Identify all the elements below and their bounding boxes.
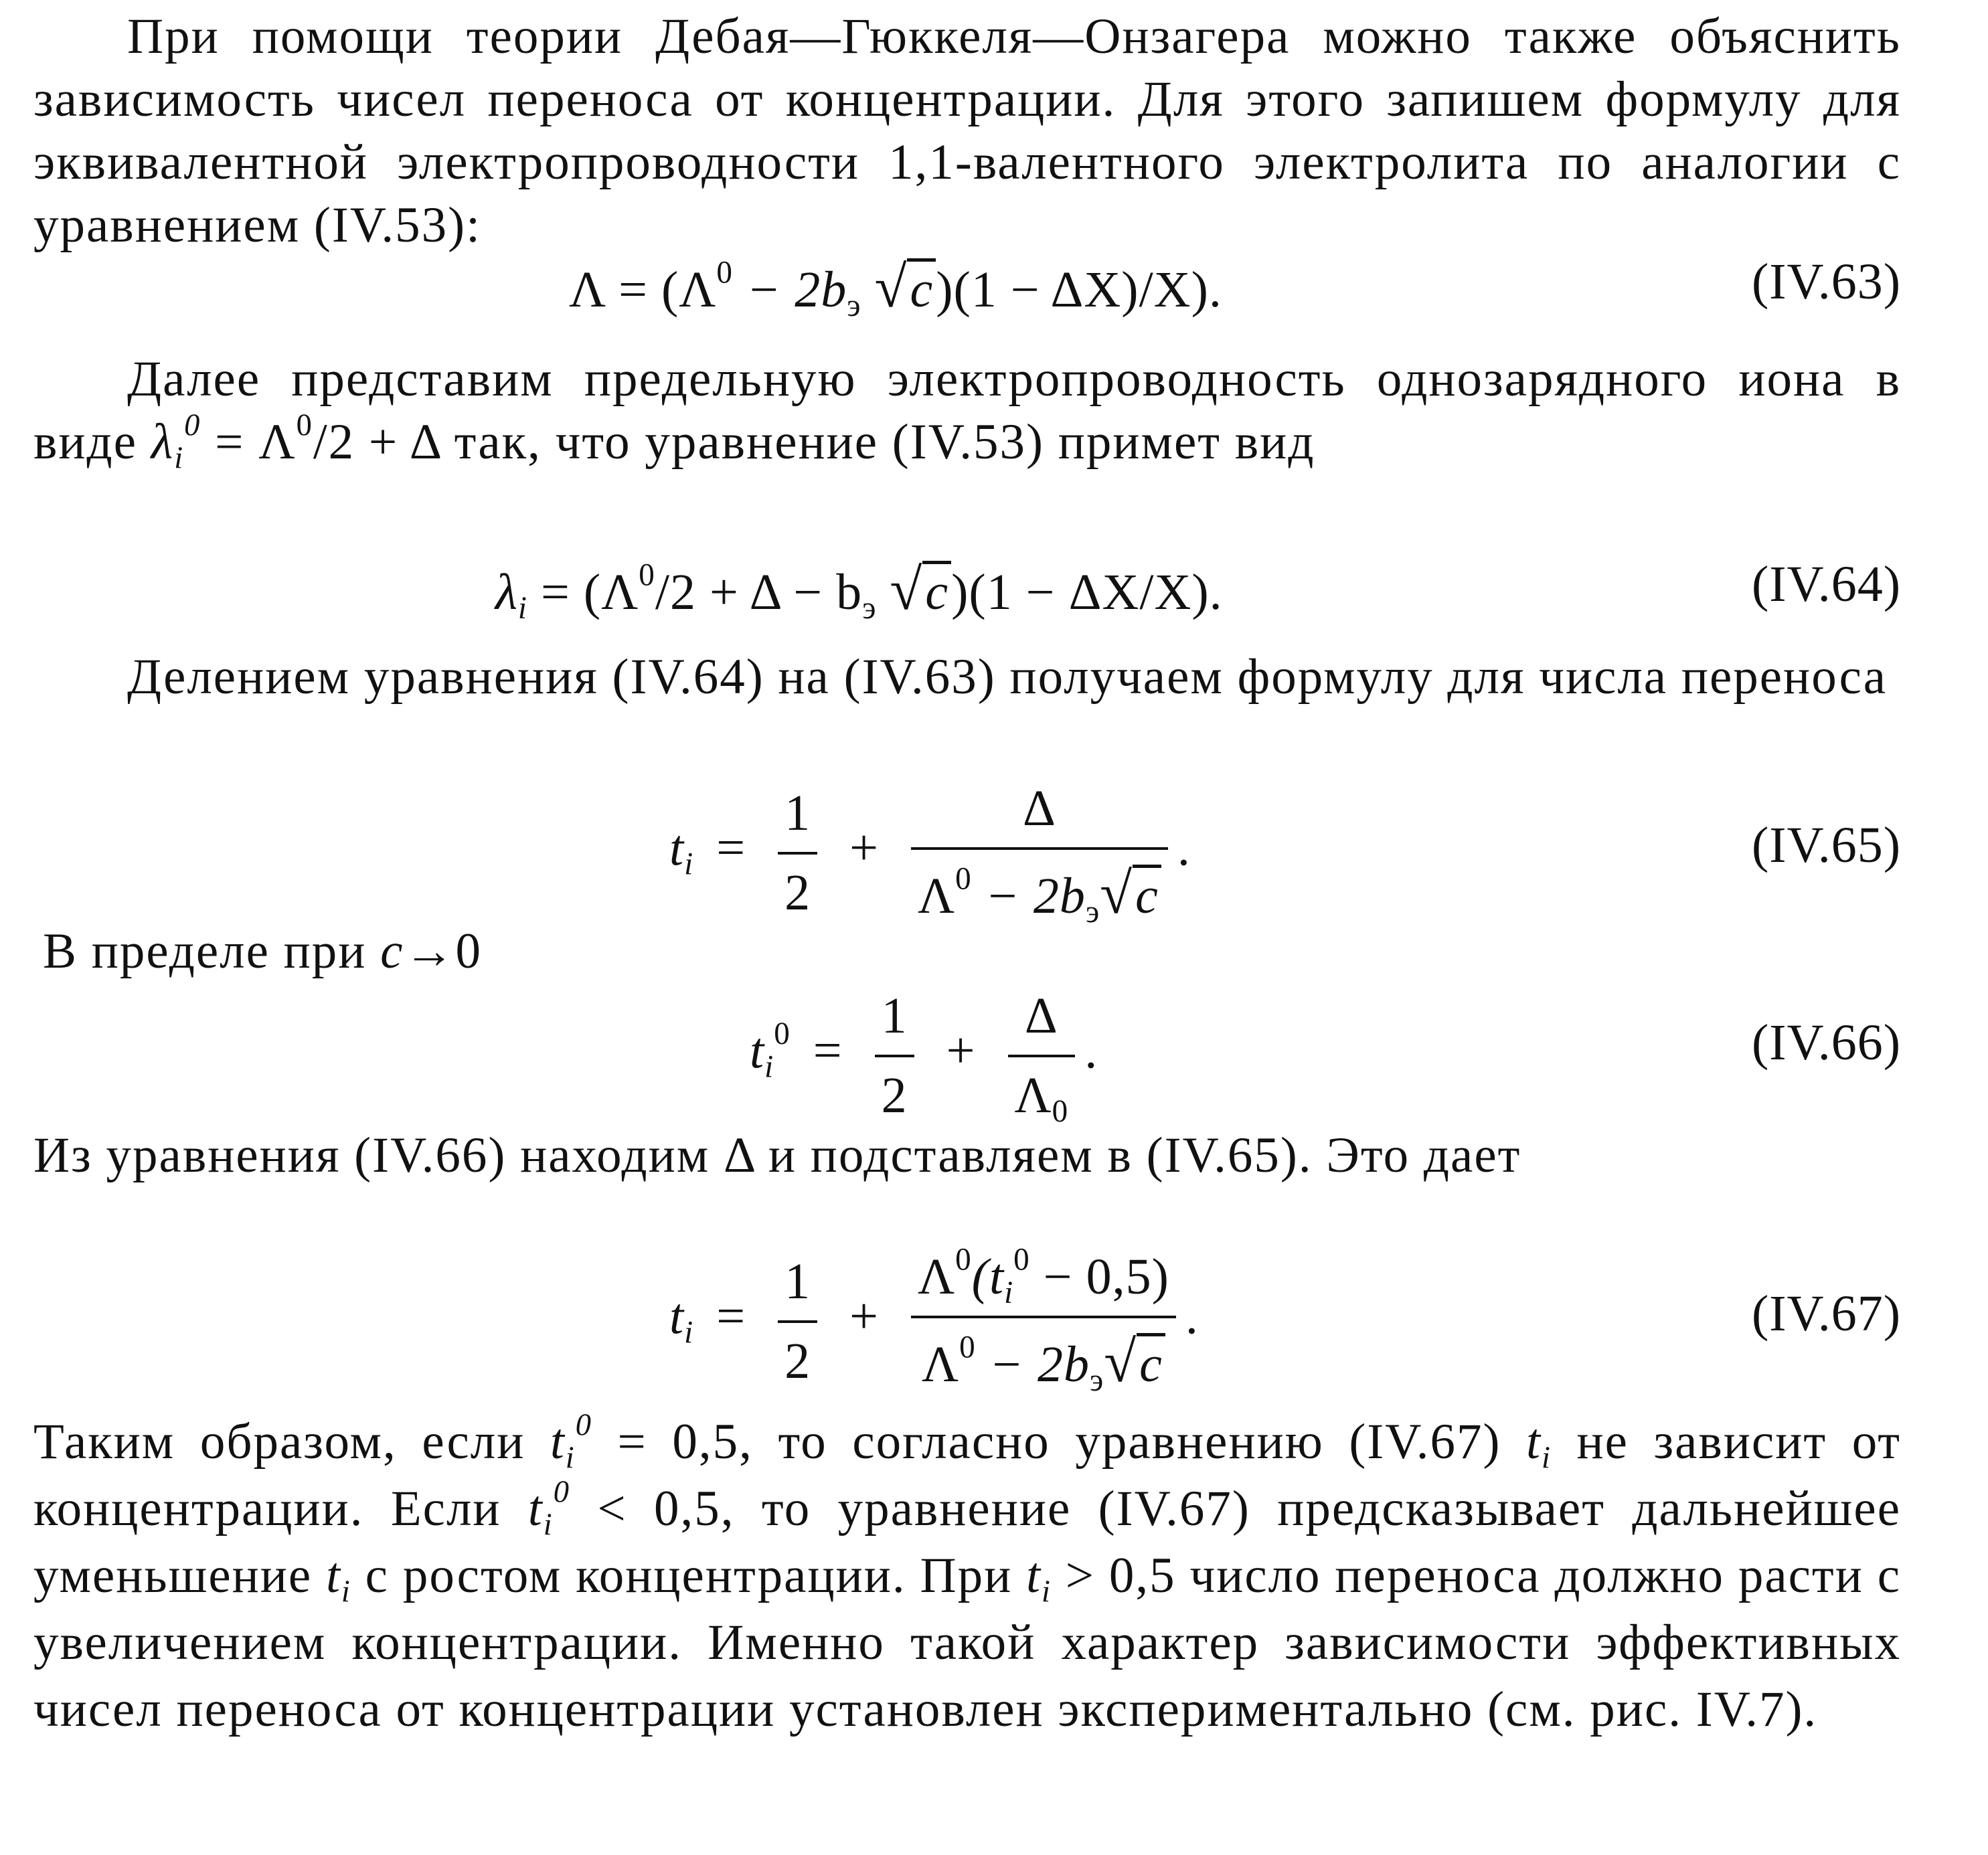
paragraph-division: Делением уравнения (IV.64) на (IV.63) получаем формулу для числа переноса xyxy=(127,649,1888,705)
paragraph-intro: При помощи теории Дебая—Гюккеля—Онзагера можно также объяснить зависимость чисел переноса от концентрации. Для этого запишем формулу для эквивалентной электропроводности 1,1-валентного электролита по аналогии с уравнением (IV.53): xyxy=(33,9,1901,253)
fraction-one-half: $\frac{1}{2}$ xyxy=(778,1253,817,1391)
paragraph-conclusion: Таким образом, если $t_i^0 = 0,5$, то согласно уравнению (IV.67) $t_i$ не зависит от концентрации. Если $t_i^0 < 0,5$, то уравнение (IV.67) предсказывает дальнейшее уменьшение $t_i$ с ростом концентрации. При $t_i > 0,5$ число переноса должно расти с увеличением концентрации. Именно такой характер зависимости эффективных чисел переноса от концентрации установлен экспериментально (см. рис. IV.7). xyxy=(33,1408,1902,1737)
equation-iv66 xyxy=(33,987,1901,1130)
paragraph-limit: В пределе при c→0 xyxy=(43,923,482,979)
paragraph-ion-conductivity: Далее представим предельную электропроводность однозарядного иона в виде $\lambda_i^0 = \Lambda^0/2 + \Delta$ так, что уравнение (IV.53) примет вид xyxy=(33,351,1901,475)
equation-iv65-body: $t_i$ = $\frac{1}{2}$ + $\frac{\Delta}{\Lambda^0 - 2b_э√c}$ . xyxy=(669,780,1191,930)
sqrt-c: √c xyxy=(875,253,936,321)
equation-number-iv64: (IV.64) xyxy=(1751,556,1901,612)
equation-iv64-body: $\lambda_i = (\Lambda^0/2 + \Delta - b_э$ √c)(1 − ΔX/X). xyxy=(495,557,1223,626)
equation-iv66-body: $t_i^0$ = $\frac{1}{2}$ + $\frac{\Delta}{\Lambda_0}$ . xyxy=(750,988,1098,1130)
sqrt-c: √c xyxy=(1104,1328,1165,1395)
equation-number-iv63: (IV.63) xyxy=(1751,254,1901,310)
equation-iv64 xyxy=(33,555,1901,626)
equation-iv67 xyxy=(33,1242,1901,1399)
equation-iv63 xyxy=(33,253,1901,324)
equation-iv63-body: $\Lambda = (\Lambda^0 - 2b_э$ √c)(1 − ΔX)/X). xyxy=(569,254,1222,324)
fraction-one-half: $\frac{1}{2}$ xyxy=(778,784,817,922)
sqrt-c: √c xyxy=(890,555,951,623)
equation-number-iv67: (IV.67) xyxy=(1751,1286,1901,1342)
equation-number-iv66: (IV.66) xyxy=(1751,1014,1901,1071)
sqrt-c: √c xyxy=(1100,859,1161,927)
equation-iv65 xyxy=(33,780,1901,930)
equation-number-iv65: (IV.65) xyxy=(1751,817,1901,873)
fraction-one-half: $\frac{1}{2}$ xyxy=(875,987,914,1125)
fraction-delta-lambda: $\frac{\Delta}{\Lambda_0}$ xyxy=(1008,987,1076,1125)
fraction-main: $\frac{\Lambda^0(t_i^0 - 0,5)}{\Lambda^0 - 2b_э√c}$ xyxy=(911,1248,1176,1395)
equation-iv67-body: $t_i$ = $\frac{1}{2}$ + $\frac{\Lambda^0(t_i^0 - 0,5)}{\Lambda^0 - 2b_э√c}$ . xyxy=(669,1242,1199,1399)
document-page xyxy=(33,0,1901,1855)
fraction-delta: $\frac{\Delta}{\Lambda^0 - 2b_э√c}$ xyxy=(911,780,1168,927)
paragraph-substitution: Из уравнения (IV.66) находим Δ и подставляем в (IV.65). Это дает xyxy=(33,1128,1521,1183)
